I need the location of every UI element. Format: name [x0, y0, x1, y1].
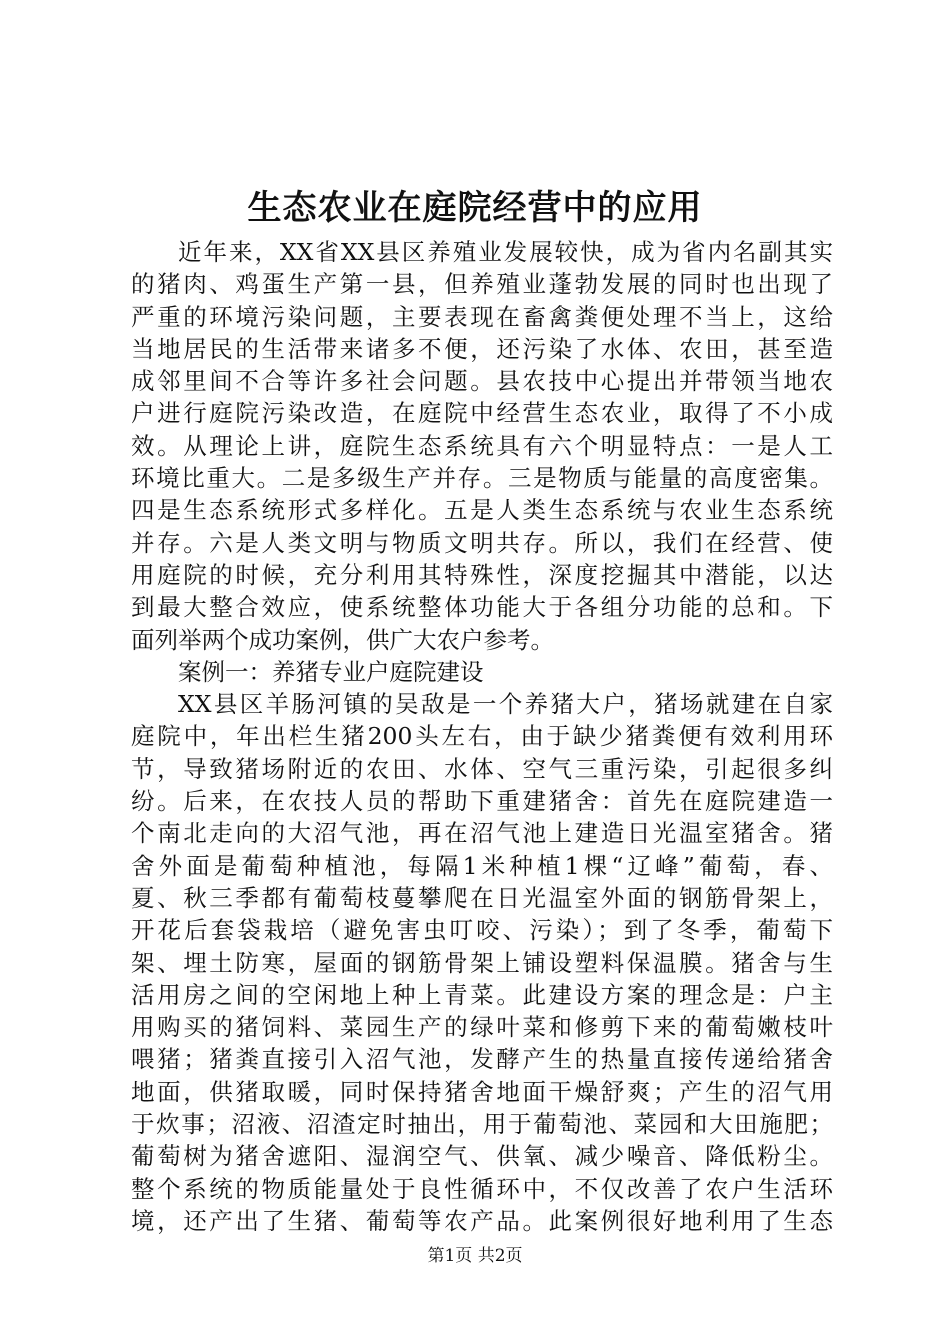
text-line: 葡萄树为猪舍遮阳、湿润空气、供氧、减少噪音、降低粉尘。 — [131, 1142, 833, 1171]
text-line: 用庭院的时候，充分利用其特殊性，深度挖掘其中潜能，以达 — [131, 560, 833, 589]
text-line: 四是生态系统形式多样化。五是人类生态系统与农业生态系统 — [131, 496, 833, 525]
text-line: 夏、秋三季都有葡萄枝蔓攀爬在日光温室外面的钢筋骨架上， — [131, 883, 833, 912]
text-line: 近年来，XX省XX县区养殖业发展较快，成为省内名副其实 — [178, 238, 833, 266]
text-line: 当地居民的生活带来诸多不便，还污染了水体、农田，甚至造 — [131, 334, 833, 363]
text-line: 活用房之间的空闲地上种上青菜。此建设方案的理念是：户主 — [131, 980, 833, 1009]
text-line: 于炊事；沼液、沼渣定时抽出，用于葡萄池、菜园和大田施肥； — [131, 1110, 833, 1139]
text-line: 庭院中，年出栏生猪200头左右，由于缺少猪粪便有效利用环 — [131, 722, 833, 751]
text-line: 环境比重大。二是多级生产并存。三是物质与能量的高度密集。 — [131, 464, 833, 493]
text-line: 喂猪；猪粪直接引入沼气池，发酵产生的热量直接传递给猪舍 — [131, 1045, 833, 1074]
text-line: 境，还产出了生猪、葡萄等农产品。此案例很好地利用了生态 — [131, 1206, 833, 1235]
page-number-footer: 第1页 共2页 — [427, 1246, 523, 1266]
text-line: 面列举两个成功案例，供广大农户参考。 — [131, 625, 554, 654]
text-line: XX县区羊肠河镇的吴敌是一个养猪大户，猪场就建在自家 — [178, 690, 833, 719]
section-heading: 案例一：养猪专业户庭院建设 — [178, 657, 484, 686]
text-line: 户进行庭院污染改造，在庭院中经营生态农业，取得了不小成 — [131, 399, 833, 428]
text-line: 地面，供猪取暖，同时保持猪舍地面干燥舒爽；产生的沼气用 — [131, 1077, 833, 1106]
text-line: 的猪肉、鸡蛋生产第一县，但养殖业蓬勃发展的同时也出现了 — [131, 270, 833, 299]
text-line: 成邻里间不合等许多社会问题。县农技中心提出并带领当地农 — [131, 367, 833, 396]
text-line: 效。从理论上讲，庭院生态系统具有六个明显特点：一是人工 — [131, 431, 833, 460]
text-line: 到最大整合效应，使系统整体功能大于各组分功能的总和。下 — [131, 593, 833, 622]
text-line: 节，导致猪场附近的农田、水体、空气三重污染，引起很多纠 — [131, 754, 833, 783]
text-line: 纷。后来，在农技人员的帮助下重建猪舍：首先在庭院建造一 — [131, 787, 833, 816]
text-line: 用购买的猪饲料、菜园生产的绿叶菜和修剪下来的葡萄嫩枝叶 — [131, 1013, 833, 1042]
document-title: 生态农业在庭院经营中的应用 — [247, 188, 703, 228]
text-line: 开花后套袋栽培（避免害虫叮咬、污染）；到了冬季，葡萄下 — [131, 916, 833, 945]
text-line: 舍外面是葡萄种植池，每隔1米种植1棵“辽峰”葡萄，春、 — [131, 851, 833, 880]
text-line: 整个系统的物质能量处于良性循环中，不仅改善了农户生活环 — [131, 1174, 833, 1203]
text-line: 架、埋土防寒，屋面的钢筋骨架上铺设塑料保温膜。猪舍与生 — [131, 948, 833, 977]
text-line: 个南北走向的大沼气池，再在沼气池上建造日光温室猪舍。猪 — [131, 819, 833, 848]
text-line: 并存。六是人类文明与物质文明共存。所以，我们在经营、使 — [131, 528, 833, 557]
text-line: 严重的环境污染问题，主要表现在畜禽粪便处理不当上，这给 — [131, 302, 833, 331]
document-body — [131, 236, 833, 1237]
